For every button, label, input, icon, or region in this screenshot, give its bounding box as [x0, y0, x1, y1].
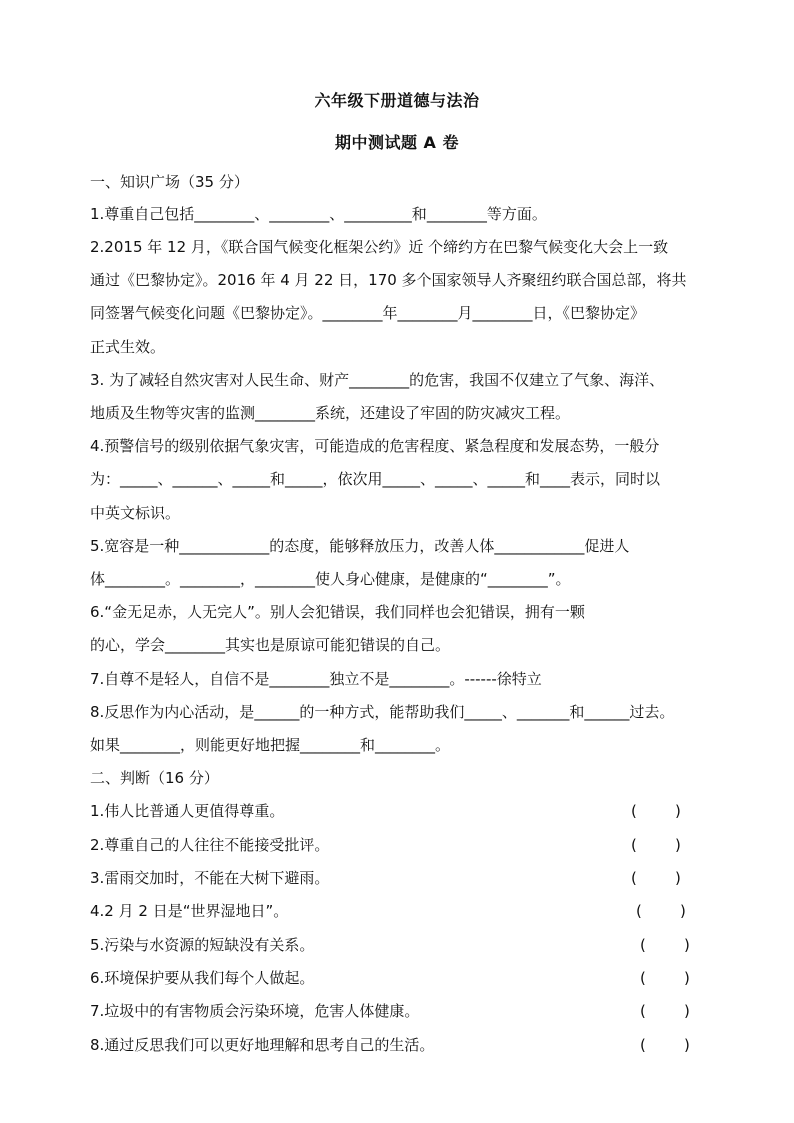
judge-item — [90, 901, 705, 921]
question-line: 5.宽容是一种____________的态度，能够释放压力，改善人体____________促进人 — [90, 537, 630, 555]
question-line: 的心，学会________其实也是原谅可能犯错误的自己。 — [90, 636, 451, 654]
judge-item — [90, 1035, 705, 1055]
question-line: 正式生效。 — [90, 338, 166, 356]
judge-text: 1.伟人比普通人更值得尊重。 — [90, 802, 285, 820]
judge-item — [90, 835, 705, 855]
judge-text: 4.2 月 2 日是“世界湿地日”。 — [90, 902, 289, 920]
judge-item — [90, 1001, 705, 1021]
judge-text: 8.通过反思我们可以更好地理解和思考自己的生活。 — [90, 1036, 435, 1054]
answer-parentheses[interactable]: ( ) — [640, 1036, 690, 1054]
answer-parentheses[interactable]: ( ) — [640, 1002, 690, 1020]
question-line: 中英文标识。 — [90, 504, 181, 522]
answer-parentheses[interactable]: ( ) — [631, 836, 681, 854]
question-line: 7.自尊不是轻人，自信不是________独立不是________。------徐特立 — [90, 670, 542, 688]
question-line: 1.尊重自己包括________、________、_________和________等方面。 — [90, 205, 547, 223]
section2-heading: 二、判断（16 分） — [90, 769, 219, 787]
question-line: 2.2015 年 12 月，《联合国气候变化框架公约》近 个缔约方在巴黎气候变化大会上一致 — [90, 238, 669, 256]
judge-item — [90, 968, 705, 988]
question-line: 如果________，则能更好地把握________和________。 — [90, 736, 451, 754]
judge-text: 3.雷雨交加时，不能在大树下避雨。 — [90, 869, 330, 887]
question-line: 地质及生物等灾害的监测________系统，还建设了牢固的防灾减灾工程。 — [90, 404, 571, 422]
question-line: 8.反思作为内心活动，是______的一种方式，能帮助我们_____、_______和______过去。 — [90, 703, 675, 721]
question-line: 为：_____、______、_____和_____，依次用_____、_____、_____和____表示，同时以 — [90, 470, 661, 488]
question-line: 6.“金无足赤，人无完人”。别人会犯错误，我们同样也会犯错误，拥有一颗 — [90, 603, 585, 621]
judge-text: 7.垃圾中的有害物质会污染环境，危害人体健康。 — [90, 1002, 420, 1020]
question-line: 3. 为了减轻自然灾害对人民生命、财产________的危害，我国不仅建立了气象、海洋、 — [90, 371, 665, 389]
answer-parentheses[interactable]: ( ) — [636, 902, 686, 920]
question-line: 体________。________，________使人身心健康，是健康的“________”。 — [90, 570, 571, 588]
answer-parentheses[interactable]: ( ) — [640, 969, 690, 987]
answer-parentheses[interactable]: ( ) — [631, 869, 681, 887]
question-line: 同签署气候变化问题《巴黎协定》。________年________月________日，《巴黎协定》 — [90, 304, 646, 322]
document-title: 六年级下册道德与法治 — [314, 91, 480, 110]
judge-text: 2.尊重自己的人往往不能接受批评。 — [90, 836, 330, 854]
judge-text: 5.污染与水资源的短缺没有关系。 — [90, 936, 315, 954]
judge-item — [90, 801, 705, 821]
judge-item — [90, 868, 705, 888]
judge-text: 6.环境保护要从我们每个人做起。 — [90, 969, 315, 987]
answer-parentheses[interactable]: ( ) — [631, 802, 681, 820]
judge-item — [90, 935, 705, 955]
document-subtitle: 期中测试题 A 卷 — [334, 133, 460, 152]
answer-parentheses[interactable]: ( ) — [640, 936, 690, 954]
question-line: 通过《巴黎协定》。2016 年 4 月 22 日，170 多个国家领导人齐聚纽约联合国总部，将共 — [90, 271, 687, 289]
section1-heading: 一、知识广场（35 分） — [90, 173, 249, 191]
question-line: 4.预警信号的级别依据气象灾害，可能造成的危害程度、紧急程度和发展态势，一般分 — [90, 437, 660, 455]
